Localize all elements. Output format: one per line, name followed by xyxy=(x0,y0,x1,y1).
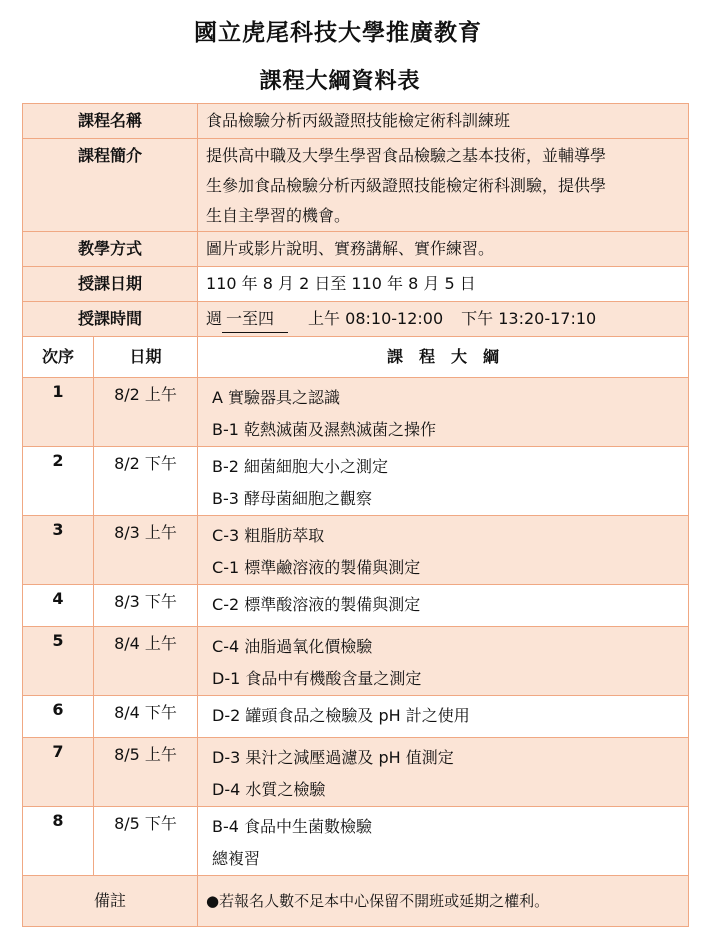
row-date: 8/2 上午 xyxy=(94,378,198,447)
table-row xyxy=(23,627,689,696)
row-date: 8/3 上午 xyxy=(94,516,198,585)
time-days: 一至四 xyxy=(222,306,288,333)
syllabus-table xyxy=(22,103,689,927)
course-intro-row xyxy=(23,139,689,232)
table-row xyxy=(23,738,689,807)
course-time-row xyxy=(23,302,689,337)
row-date: 8/4 下午 xyxy=(94,696,198,738)
header-order: 次序 xyxy=(23,337,94,378)
outline-item: B-4 食品中生菌數檢驗 xyxy=(212,817,373,836)
table-row xyxy=(23,585,689,627)
outline-item: C-1 標準鹼溶液的製備與測定 xyxy=(212,558,421,577)
row-date: 8/5 下午 xyxy=(94,807,198,876)
page-title: 國立虎尾科技大學推廣教育 xyxy=(194,20,482,46)
row-number: 2 xyxy=(23,447,94,516)
row-items xyxy=(198,627,689,696)
time-prefix: 週 xyxy=(206,309,223,328)
outline-item: B-3 酵母菌細胞之觀察 xyxy=(212,489,373,508)
outline-item: B-2 細菌細胞大小之測定 xyxy=(212,457,389,476)
intro-line: 生自主學習的機會。 xyxy=(206,206,351,225)
row-items xyxy=(198,516,689,585)
row-items xyxy=(198,378,689,447)
schedule-header-row xyxy=(23,337,689,378)
intro-line: 提供高中職及大學生學習食品檢驗之基本技術，並輔導學 xyxy=(206,146,607,165)
time-pm: 下午 13:20-17:10 xyxy=(461,309,597,328)
course-name-row xyxy=(23,104,689,139)
row-number: 3 xyxy=(23,516,94,585)
teaching-method-label: 教學方式 xyxy=(23,232,198,267)
row-items xyxy=(198,807,689,876)
remark-value: ●若報名人數不足本中心保留不開班或延期之權利。 xyxy=(198,876,689,927)
outline-item: A 實驗器具之認識 xyxy=(212,388,341,407)
outline-item: D-1 食品中有機酸含量之測定 xyxy=(212,669,422,688)
teaching-method-row xyxy=(23,232,689,267)
row-items xyxy=(198,447,689,516)
row-date: 8/5 上午 xyxy=(94,738,198,807)
outline-item: C-4 油脂過氧化價檢驗 xyxy=(212,637,373,656)
row-date: 8/3 下午 xyxy=(94,585,198,627)
row-number: 8 xyxy=(23,807,94,876)
outline-item: 總複習 xyxy=(212,849,261,868)
table-row xyxy=(23,378,689,447)
header-date: 日期 xyxy=(94,337,198,378)
table-row xyxy=(23,807,689,876)
row-number: 6 xyxy=(23,696,94,738)
row-number: 1 xyxy=(23,378,94,447)
course-intro-label: 課程簡介 xyxy=(23,139,198,232)
course-name-label: 課程名稱 xyxy=(23,104,198,139)
header-outline: 課 程 大 綱 xyxy=(198,337,689,378)
row-date: 8/4 上午 xyxy=(94,627,198,696)
page-subtitle: 課程大綱資料表 xyxy=(259,69,421,94)
course-date-row xyxy=(23,267,689,302)
row-number: 4 xyxy=(23,585,94,627)
outline-item: D-4 水質之檢驗 xyxy=(212,780,326,799)
table-row xyxy=(23,447,689,516)
outline-item: B-1 乾熱滅菌及濕熱滅菌之操作 xyxy=(212,420,437,439)
course-time-label: 授課時間 xyxy=(23,302,198,337)
outline-item: D-3 果汁之減壓過濾及 pH 值測定 xyxy=(212,748,454,767)
teaching-method-value: 圖片或影片說明、實務講解、實作練習。 xyxy=(198,232,689,267)
remark-label: 備註 xyxy=(23,876,198,927)
row-number: 5 xyxy=(23,627,94,696)
table-row xyxy=(23,516,689,585)
outline-item: C-2 標準酸溶液的製備與測定 xyxy=(212,595,421,614)
course-date-label: 授課日期 xyxy=(23,267,198,302)
row-items xyxy=(198,585,689,627)
row-items xyxy=(198,696,689,738)
course-intro-value xyxy=(198,139,689,232)
row-items xyxy=(198,738,689,807)
remark-row xyxy=(23,876,689,927)
intro-line: 生參加食品檢驗分析丙級證照技能檢定術科測驗，提供學 xyxy=(206,176,607,195)
course-date-value: 110 年 8 月 2 日至 110 年 8 月 5 日 xyxy=(198,267,689,302)
table-row xyxy=(23,696,689,738)
outline-item: D-2 罐頭食品之檢驗及 pH 計之使用 xyxy=(212,706,470,725)
row-number: 7 xyxy=(23,738,94,807)
row-date: 8/2 下午 xyxy=(94,447,198,516)
course-time-value xyxy=(198,302,689,337)
course-name-value: 食品檢驗分析丙級證照技能檢定術科訓練班 xyxy=(198,104,689,139)
outline-item: C-3 粗脂肪萃取 xyxy=(212,526,325,545)
time-am: 上午 08:10-12:00 xyxy=(308,309,444,328)
